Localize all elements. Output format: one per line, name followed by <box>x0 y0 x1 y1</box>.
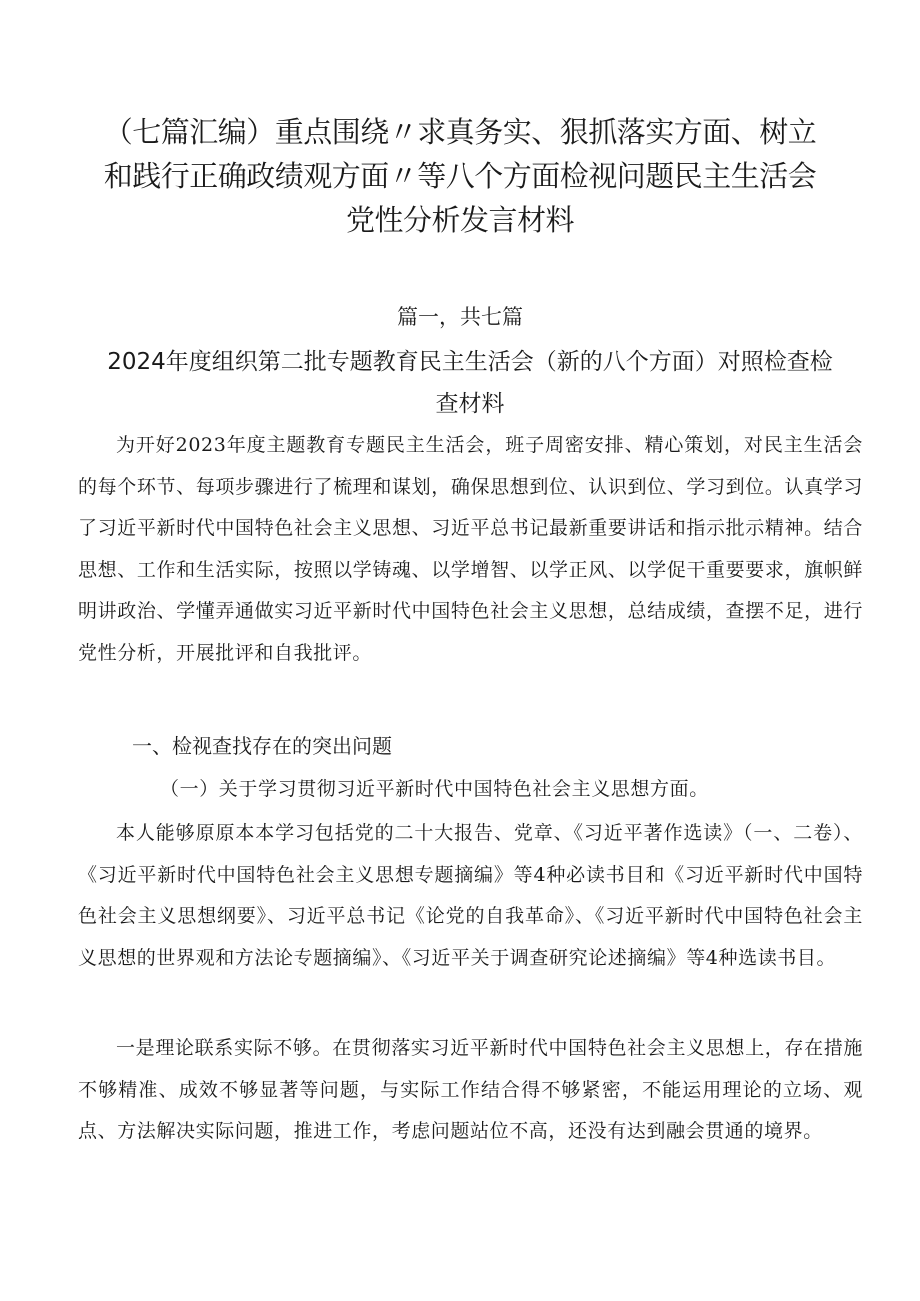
document-title: （七篇汇编）重点围绕〃求真务实、狠抓落实方面、树立和践行正确政绩观方面〃等八个方面检视问题民主生活会党性分析发言材料 <box>103 115 817 237</box>
point-one-paragraph: 一是理论联系实际不够。在贯彻落实习近平新时代中国特色社会主义思想上，存在措施不够精准、成效不够显著等问题，与实际工作结合得不够紧密，不能运用理论的立场、观点、方法解决实际问题，推进工作，考虑问题站位不高，还没有达到融会贯通的境界。 <box>78 1037 863 1142</box>
reading-block <box>78 813 863 979</box>
section-heading: 一、检视查找存在的突出问题 <box>132 734 392 758</box>
reading-paragraph: 本人能够原原本本学习包括党的二十大报告、党章、《习近平著作选读》（一、二卷）、《习近平新时代中国特色社会主义思想专题摘编》等4种必读书目和《习近平新时代中国特色社会主义思想纲要》、习近平总书记《论党的自我革命》、《习近平新时代中国特色社会主义思想的世界观和方法论专题摘编》、《习近平关于调查研究论述摘编》等4种选读书目。 <box>78 822 863 969</box>
intro-paragraph: 为开好2023年度主题教育专题民主生活会，班子周密安排、精心策划，对民主生活会的每个环节、每项步骤进行了梳理和谋划，确保思想到位、认识到位、学习到位。认真学习了习近平新时代中国特色社会主义思想、习近平总书记最新重要讲话和指示批示精神。结合思想、工作和生活实际，按照以学铸魂、以学增智、以学正风、以学促干重要要求，旗帜鲜明讲政治、学懂弄通做实习近平新时代中国特色社会主义思想，总结成绩，查摆不足，进行党性分析，开展批评和自我批评。 <box>78 434 863 664</box>
point-one-block <box>78 1028 863 1153</box>
section-label: 篇一，共七篇 <box>397 305 523 329</box>
subsection-heading: （一）关于学习贯彻习近平新时代中国特色社会主义思想方面。 <box>160 778 709 800</box>
article-title: 2024年度组织第二批专题教育民主生活会（新的八个方面）对照检查检查材料 <box>107 349 833 417</box>
intro-block <box>78 425 863 674</box>
